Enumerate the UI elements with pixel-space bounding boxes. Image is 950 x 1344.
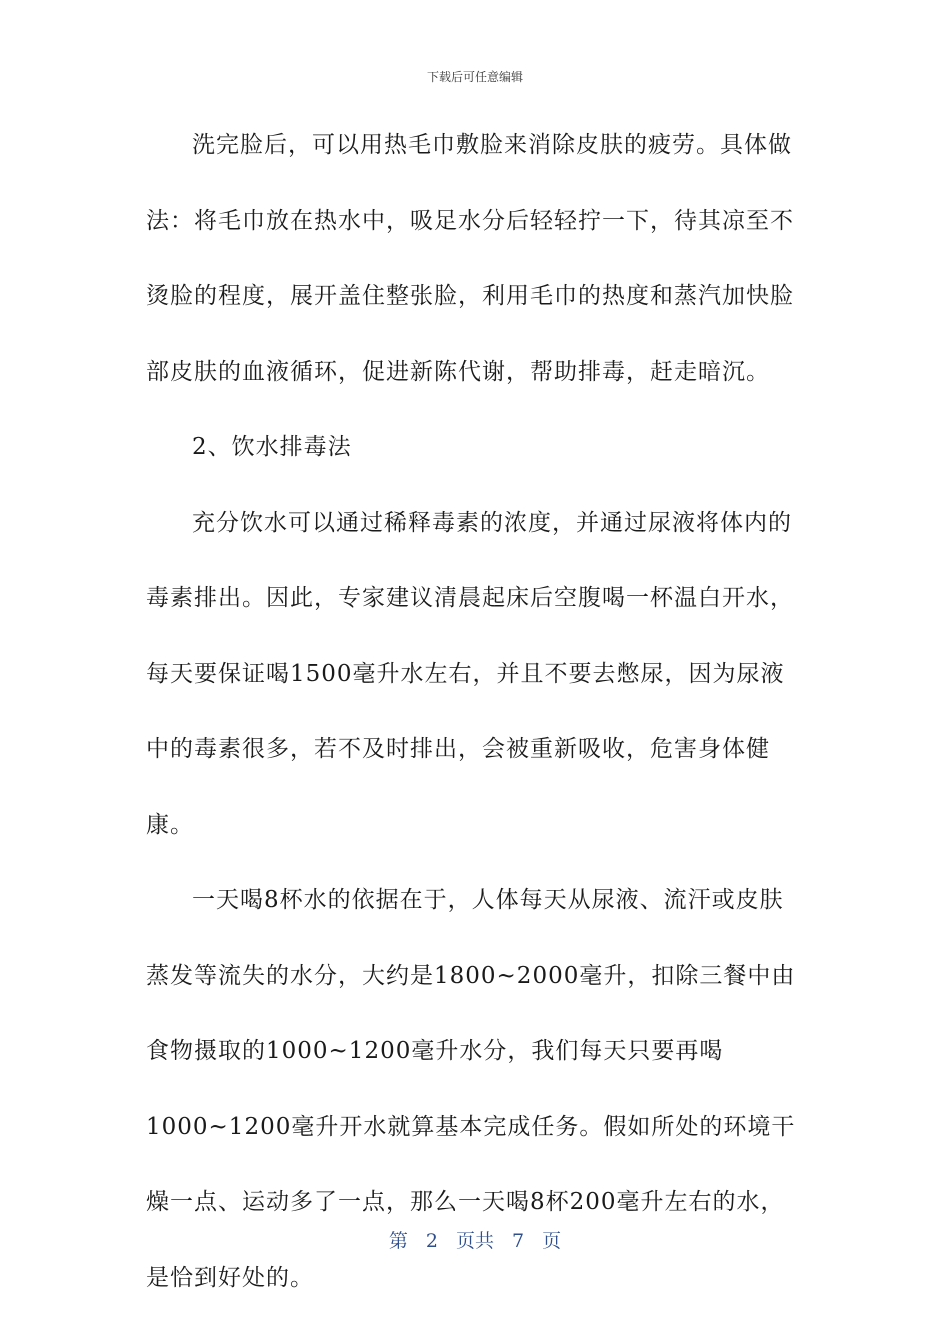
page-footer xyxy=(0,1226,950,1253)
paragraph-eight-cups: 一天喝8杯水的依据在于，人体每天从尿液、流汗或皮肤蒸发等流失的水分，大约是1800~2000毫升，扣除三餐中由食物摄取的1000~1200毫升水分，我们每天只要再喝1000~1200毫升开水就算基本完成任务。假如所处的环境干燥一点、运动多了一点，那么一天喝8杯200毫升左右的水，是恰到好处的。 xyxy=(146,887,796,1291)
paragraph-water-intake: 充分饮水可以通过稀释毒素的浓度，并通过尿液将体内的毒素排出。因此，专家建议清晨起床后空腹喝一杯温白开水，每天要保证喝1500毫升水左右，并且不要去憋尿，因为尿液中的毒素很多，若不及时排出，会被重新吸收，危害身体健康。 xyxy=(146,509,794,838)
footer-middle: 页共 xyxy=(455,1230,494,1252)
page-header-note: 下载后可任意编辑 xyxy=(426,70,523,84)
footer-prefix: 第 xyxy=(388,1230,408,1252)
section-heading-water-detox: 2、饮水排毒法 xyxy=(192,434,352,460)
paragraph-hot-towel: 洗完脸后，可以用热毛巾敷脸来消除皮肤的疲劳。具体做法：将毛巾放在热水中，吸足水分后轻轻拧一下，待其凉至不烫脸的程度，展开盖住整张脸，利用毛巾的热度和蒸汽加快脸部皮肤的血液循环，促进新陈代谢，帮助排毒，赶走暗沉。 xyxy=(146,132,794,385)
footer-current-page: 2 xyxy=(425,1230,438,1252)
footer-suffix: 页 xyxy=(542,1230,562,1252)
footer-total-pages: 7 xyxy=(512,1230,525,1252)
document-body xyxy=(146,108,806,1316)
